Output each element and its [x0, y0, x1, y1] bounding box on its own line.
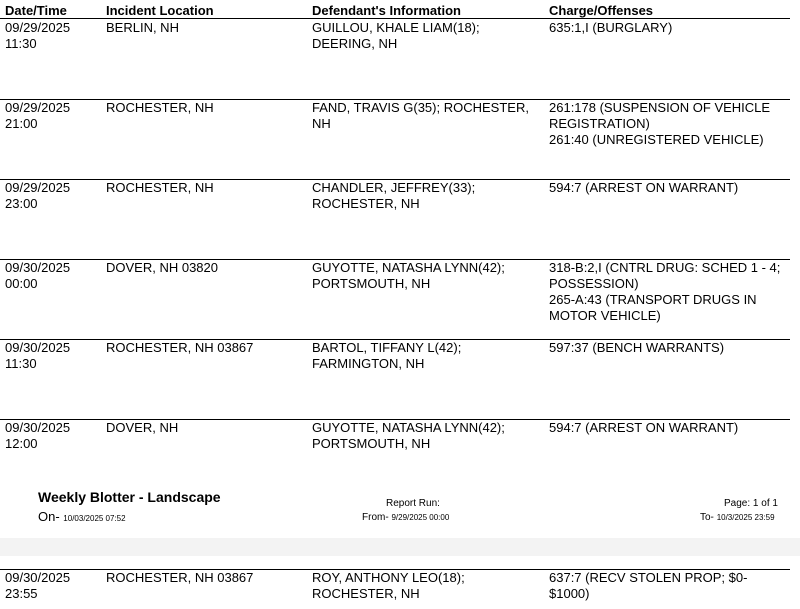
- cell-location: ROCHESTER, NH 03867: [106, 570, 254, 585]
- report-run-label: Report Run:: [386, 498, 440, 509]
- on-value: 10/03/2025 07:52: [63, 514, 126, 523]
- defendant-line: BARTOL, TIFFANY L(42);: [312, 340, 462, 355]
- row-time: 23:55: [5, 586, 38, 601]
- charge-line: MOTOR VEHICLE): [549, 308, 661, 323]
- cell-datetime: [5, 420, 100, 452]
- charge-line: 597:37 (BENCH WARRANTS): [549, 340, 725, 355]
- cell-datetime: [5, 20, 100, 52]
- cell-charges: [549, 340, 794, 356]
- row-date: 09/29/2025: [5, 180, 71, 195]
- defendant-line: GUILLOU, KHALE LIAM(18);: [312, 20, 480, 35]
- on-label: On-: [38, 509, 60, 524]
- defendant-line: CHANDLER, JEFFREY(33);: [312, 180, 476, 195]
- cell-defendant: [312, 260, 540, 292]
- row-date: 09/30/2025: [5, 260, 71, 275]
- charge-line: 635:1,I (BURGLARY): [549, 20, 673, 35]
- cell-datetime: [5, 260, 100, 292]
- cell-location: ROCHESTER, NH: [106, 100, 214, 115]
- charge-line: 265-A:43 (TRANSPORT DRUGS IN: [549, 292, 757, 307]
- cell-location: ROCHESTER, NH 03867: [106, 340, 254, 355]
- cell-location: BERLIN, NH: [106, 20, 179, 35]
- from-label: From-: [362, 512, 389, 523]
- row-time: 11:30: [5, 356, 37, 371]
- defendant-line: FAND, TRAVIS G(35); ROCHESTER,: [312, 100, 529, 115]
- defendant-line: ROY, ANTHONY LEO(18);: [312, 570, 465, 585]
- cell-charges: [549, 180, 794, 196]
- charge-line: 318-B:2,I (CNTRL DRUG: SCHED 1 - 4;: [549, 260, 781, 275]
- cell-location: DOVER, NH: [106, 420, 179, 435]
- cell-charges: [549, 570, 794, 602]
- header-defendant: Defendant's Information: [312, 3, 461, 18]
- to-value: 10/3/2025 23:59: [716, 513, 775, 522]
- cell-location: ROCHESTER, NH: [106, 180, 214, 195]
- charge-line: 637:7 (RECV STOLEN PROP; $0-: [549, 570, 748, 585]
- row-time: 12:00: [5, 436, 38, 451]
- row-date: 09/30/2025: [5, 570, 71, 585]
- cell-charges: [549, 260, 794, 324]
- row-date: 09/29/2025: [5, 100, 71, 115]
- page-break: [0, 538, 800, 556]
- cell-datetime: [5, 180, 100, 212]
- row-divider: [0, 18, 790, 19]
- date-from: [362, 512, 449, 523]
- defendant-line: PORTSMOUTH, NH: [312, 436, 431, 451]
- header-charges: Charge/Offenses: [549, 3, 654, 18]
- charge-line: REGISTRATION): [549, 116, 650, 131]
- defendant-line: ROCHESTER, NH: [312, 196, 420, 211]
- cell-defendant: [312, 340, 540, 372]
- row-date: 09/30/2025: [5, 340, 71, 355]
- cell-datetime: [5, 100, 100, 132]
- defendant-line: PORTSMOUTH, NH: [312, 276, 431, 291]
- column-header: [0, 0, 800, 18]
- charge-line: $1000): [549, 586, 590, 601]
- cell-charges: [549, 20, 794, 36]
- report-footer: [0, 485, 800, 530]
- defendant-line: FARMINGTON, NH: [312, 356, 425, 371]
- row-time: 00:00: [5, 276, 38, 291]
- defendant-line: GUYOTTE, NATASHA LYNN(42);: [312, 260, 505, 275]
- cell-defendant: [312, 420, 540, 452]
- row-time: 21:00: [5, 116, 38, 131]
- charge-line: 261:40 (UNREGISTERED VEHICLE): [549, 132, 764, 147]
- date-to: [700, 512, 775, 523]
- cell-defendant: [312, 100, 540, 132]
- run-on: [38, 509, 126, 524]
- header-location: Incident Location: [106, 3, 214, 18]
- charge-line: 594:7 (ARREST ON WARRANT): [549, 420, 739, 435]
- charge-line: 594:7 (ARREST ON WARRANT): [549, 180, 739, 195]
- row-time: 11:30: [5, 36, 37, 51]
- row-time: 23:00: [5, 196, 38, 211]
- from-value: 9/29/2025 00:00: [391, 513, 450, 522]
- report-title: Weekly Blotter - Landscape: [38, 489, 221, 505]
- header-datetime: Date/Time: [5, 3, 67, 18]
- row-date: 09/29/2025: [5, 20, 71, 35]
- page-number: Page: 1 of 1: [724, 498, 778, 509]
- to-label: To-: [700, 512, 714, 523]
- cell-defendant: [312, 570, 540, 602]
- defendant-line: ROCHESTER, NH: [312, 586, 420, 601]
- cell-defendant: [312, 180, 540, 212]
- defendant-line: DEERING, NH: [312, 36, 398, 51]
- cell-charges: [549, 100, 794, 148]
- cell-charges: [549, 420, 794, 436]
- cell-datetime: [5, 570, 100, 602]
- cell-location: DOVER, NH 03820: [106, 260, 218, 275]
- cell-defendant: [312, 20, 540, 52]
- charge-line: 261:178 (SUSPENSION OF VEHICLE: [549, 100, 771, 115]
- charge-line: POSSESSION): [549, 276, 639, 291]
- cell-datetime: [5, 340, 100, 372]
- defendant-line: NH: [312, 116, 331, 131]
- row-date: 09/30/2025: [5, 420, 71, 435]
- defendant-line: GUYOTTE, NATASHA LYNN(42);: [312, 420, 505, 435]
